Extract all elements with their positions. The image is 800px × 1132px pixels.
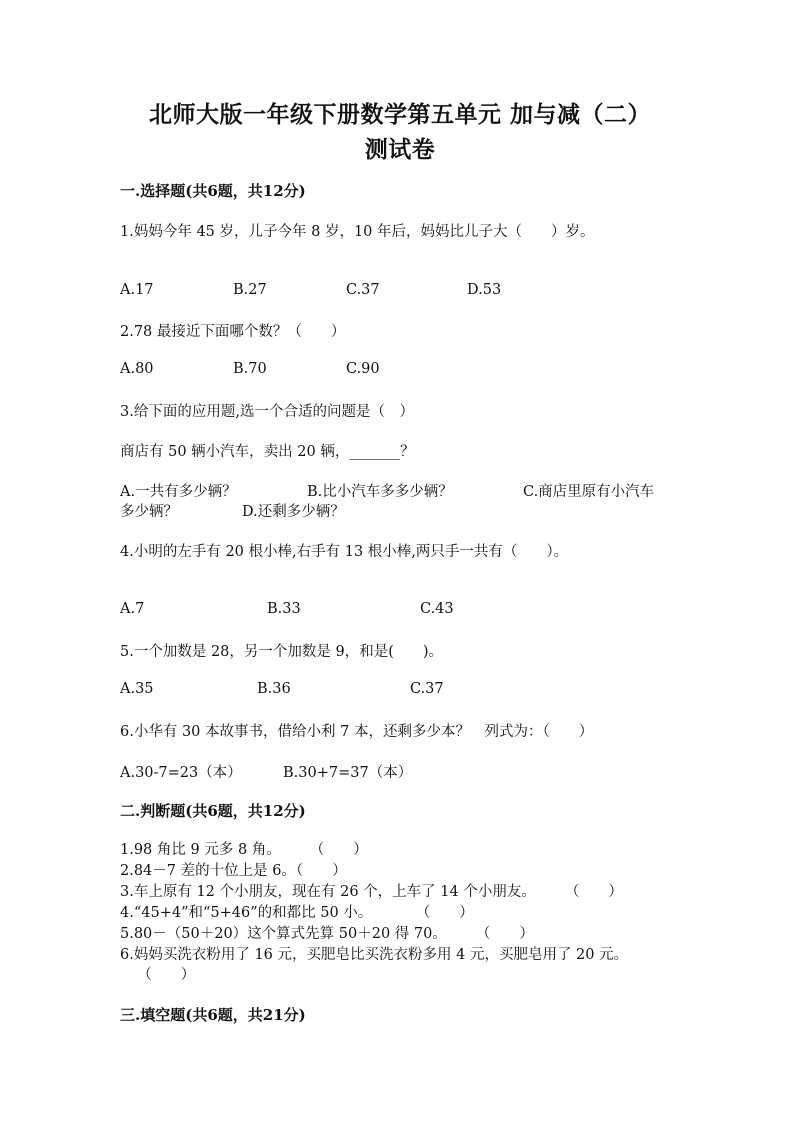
judgement-item-2: 2.84－7 差的十位上是 6。（ ） [120, 863, 347, 879]
q6-option-a[interactable]: A.30-7=23（本） [120, 765, 242, 781]
question-4: 4.小明的左手有 20 根小棒,右手有 13 根小棒,两只手一共有（ ）。 [120, 544, 569, 560]
q2-option-a[interactable]: A.80 [120, 361, 154, 377]
q4-option-c[interactable]: C.43 [420, 601, 454, 617]
q4-option-b[interactable]: B.33 [267, 601, 301, 617]
question-1: 1.妈妈今年 45 岁，儿子今年 8 岁，10 年后，妈妈比儿子大（ ）岁。 [120, 224, 595, 240]
q1-option-d[interactable]: D.53 [467, 282, 502, 298]
q3-option-a[interactable]: A.一共有多少辆？ [120, 484, 237, 500]
judgement-item-6-answer: （ ） [130, 967, 196, 983]
q5-option-b[interactable]: B.36 [257, 681, 291, 697]
judgement-item-6: 6.妈妈买洗衣粉用了 16 元，买肥皂比买洗衣粉多用 4 元，买肥皂用了 20 元。 [120, 947, 629, 963]
q4-option-a[interactable]: A.7 [120, 601, 145, 617]
section-heading-choice: 一.选择题(共6题，共12分) [120, 182, 306, 200]
page-subtitle: 测试卷 [364, 136, 436, 163]
q6-option-b[interactable]: B.30+7=37（本） [283, 765, 413, 781]
section-heading-fill-blank: 三.填空题(共6题，共21分) [120, 1006, 306, 1024]
section-heading-judgement: 二.判断题(共6题，共12分) [120, 802, 306, 820]
judgement-item-5: 5.80－（50＋20）这个算式先算 50＋20 得 70。 （ ） [120, 926, 534, 942]
q3-option-c-continued[interactable]: 多少辆？ [120, 504, 178, 520]
question-2: 2.78 最接近下面哪个数？（ ） [120, 324, 346, 340]
judgement-item-1: 1.98 角比 9 元多 8 角。 （ ） [120, 842, 368, 858]
page-title: 北师大版一年级下册数学第五单元 加与减（二） [148, 101, 651, 128]
question-6: 6.小华有 30 本故事书，借给小利 7 本，还剩多少本？ 列式为：（ ） [120, 724, 594, 740]
q3-option-c[interactable]: C.商店里原有小汽车 [523, 484, 655, 500]
q5-option-a[interactable]: A.35 [120, 681, 154, 697]
q1-option-c[interactable]: C.37 [346, 282, 380, 298]
question-3: 3.给下面的应用题,选一个合适的问题是（ ） [120, 404, 414, 420]
question-5: 5.一个加数是 28，另一个加数是 9，和是( )。 [120, 644, 444, 660]
q2-option-b[interactable]: B.70 [233, 361, 267, 377]
q1-option-a[interactable]: A.17 [120, 282, 154, 298]
judgement-item-3: 3.车上原有 12 个小朋友，现在有 26 个，上车了 14 个小朋友。 （ ） [120, 884, 623, 900]
question-3-problem: 商店有 50 辆小汽车，卖出 20 辆，_______？ [120, 444, 415, 460]
q3-option-b[interactable]: B.比小汽车多多少辆？ [307, 484, 453, 500]
q3-option-d[interactable]: D.还剩多少辆？ [242, 504, 345, 520]
q2-option-c[interactable]: C.90 [346, 361, 380, 377]
judgement-item-4: 4.“45+4”和“5+46”的和都比 50 小。 （ ） [120, 905, 474, 921]
q1-option-b[interactable]: B.27 [233, 282, 267, 298]
q5-option-c[interactable]: C.37 [410, 681, 444, 697]
